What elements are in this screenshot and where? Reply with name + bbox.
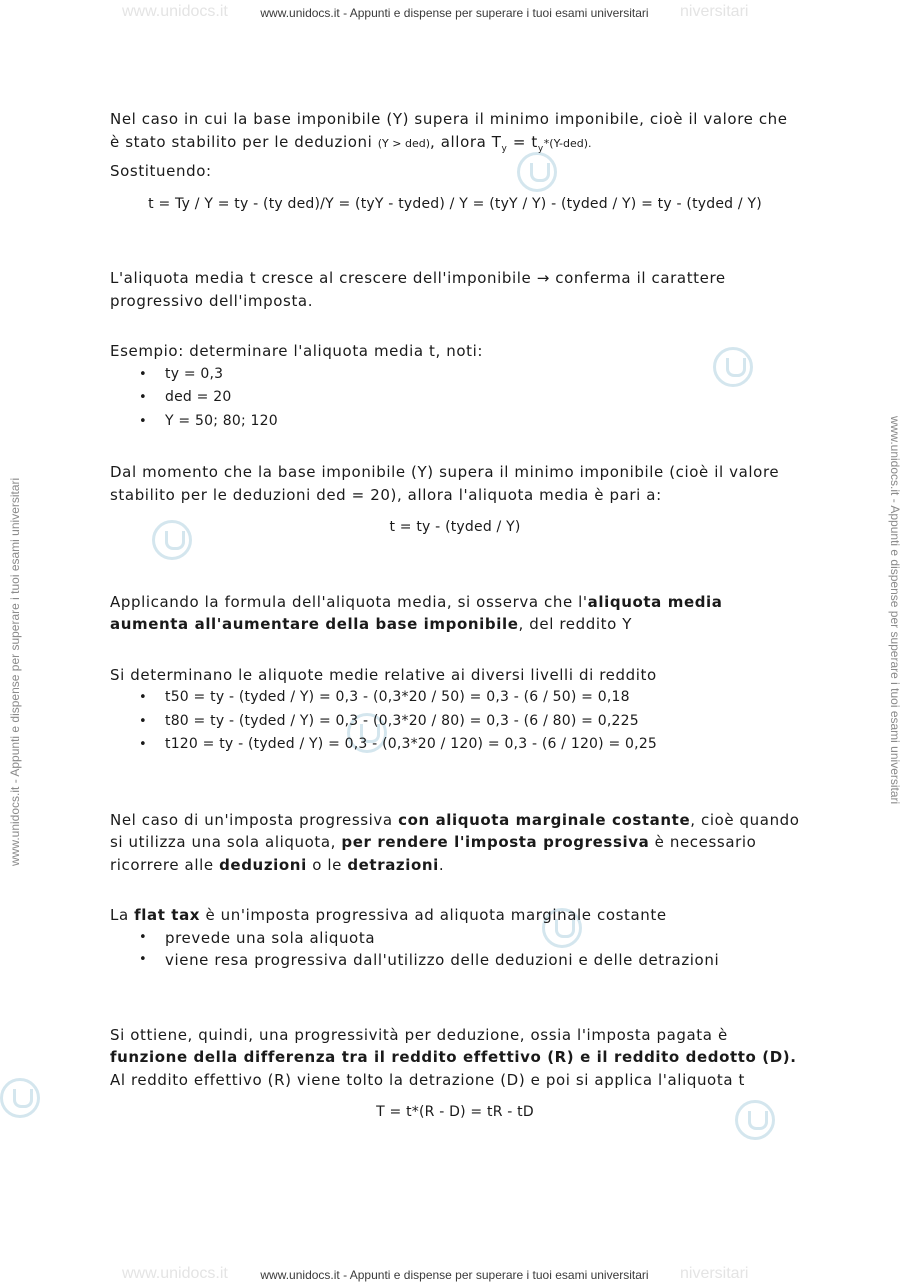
- ghost-watermark-bottom-right: niversitari: [680, 1265, 749, 1282]
- document-body: [110, 108, 800, 1134]
- list-item: • ded = 20: [165, 386, 800, 410]
- list-item: • Y = 50; 80; 120: [165, 410, 800, 434]
- formula-T: T = t*(R - D) = tR - tD: [376, 1104, 534, 1120]
- dal-momento-paragraph: Dal momento che la base imponibile (Y) supera il minimo imponibile (cioè il valore stabilito per le deduzioni ded = 20), allora l'aliquota media è pari a:: [110, 463, 780, 504]
- sostituendo-label: Sostituendo:: [110, 162, 212, 180]
- intro-paragraph: Nel caso in cui la base imponibile (Y) supera il minimo imponibile, cioè il valore che è stato stabilito per le deduzioni (Y > ded), allora $T_y = t_y*(Y-ded)$.: [110, 110, 788, 154]
- list-item: • t80 = ty - (tyded / Y) = 0,3 - (0,3*20 / 80) = 0,3 - (6 / 80) = 0,225: [165, 710, 800, 734]
- calcoli-list: [110, 686, 800, 757]
- ghost-watermark-bottom: www.unidocs.it: [122, 1265, 228, 1282]
- list-item: • t50 = ty - (tyded / Y) = 0,3 - (0,3*20 / 50) = 0,3 - (6 / 50) = 0,18: [165, 686, 800, 710]
- header-banner: www.unidocs.it - Appunti e dispense per superare i tuoi esami universitari: [260, 6, 649, 20]
- flat-tax-list: [110, 927, 800, 972]
- watermark-logo-icon: [0, 1078, 40, 1118]
- esempio-list: [110, 363, 800, 434]
- si-determinano-text: Si determinano le aliquote medie relative ai diversi livelli di reddito: [110, 665, 657, 684]
- formula-aliquota-media: t = Ty / Y = ty - (ty ded)/Y = (tyY - tyded) / Y = (tyY / Y) - (tyded / Y) = ty - (tyded / Y): [148, 195, 762, 212]
- ghost-watermark-top: www.unidocs.it: [122, 3, 228, 20]
- progressiva-paragraph: Nel caso di un'imposta progressiva con aliquota marginale costante, cioè quando si utilizza una sola aliquota, per rendere l'imposta progressiva è necessario ricorrere alle deduzioni o le detrazioni.: [110, 810, 800, 874]
- side-banner-right: www.unidocs.it - Appunti e dispense per superare i tuoi esami universitari: [888, 416, 902, 805]
- esempio-title: Esempio: determinare l'aliquota media t, noti:: [110, 342, 484, 360]
- flat-tax-paragraph: La flat tax è un'imposta progressiva ad aliquota marginale costante: [110, 906, 667, 924]
- ghost-watermark-top-right: niversitari: [680, 3, 749, 20]
- aliquota-progressiva-text: L'aliquota media t cresce al crescere dell'imponibile → conferma il carattere progressivo dell'imposta.: [110, 269, 726, 310]
- footer-banner: www.unidocs.it - Appunti e dispense per superare i tuoi esami universitari: [260, 1268, 649, 1282]
- formula-t: t = ty - (tyded / Y): [389, 519, 521, 535]
- list-item: • t120 = ty - (tyded / Y) = 0,3 - (0,3*20 / 120) = 0,3 - (6 / 120) = 0,25: [165, 733, 800, 757]
- side-banner-left: www.unidocs.it - Appunti e dispense per superare i tuoi esami universitari: [8, 477, 22, 866]
- list-item: • prevede una sola aliquota: [165, 927, 800, 950]
- reddito-effettivo-text: Al reddito effettivo (R) viene tolto la detrazione (D) e poi si applica l'aliquota t: [110, 1070, 745, 1089]
- list-item: • viene resa progressiva dall'utilizzo delle deduzioni e delle detrazioni: [165, 949, 800, 972]
- list-item: • ty = 0,3: [165, 363, 800, 387]
- si-ottiene-paragraph: Si ottiene, quindi, una progressività per deduzione, ossia l'imposta pagata è funzione della differenza tra il reddito effettivo (R) e il reddito dedotto (D).: [110, 1025, 797, 1066]
- applicando-paragraph: Applicando la formula dell'aliquota media, si osserva che l'aliquota media aumenta all'aumentare della base imponibile, del reddito Y: [110, 592, 723, 633]
